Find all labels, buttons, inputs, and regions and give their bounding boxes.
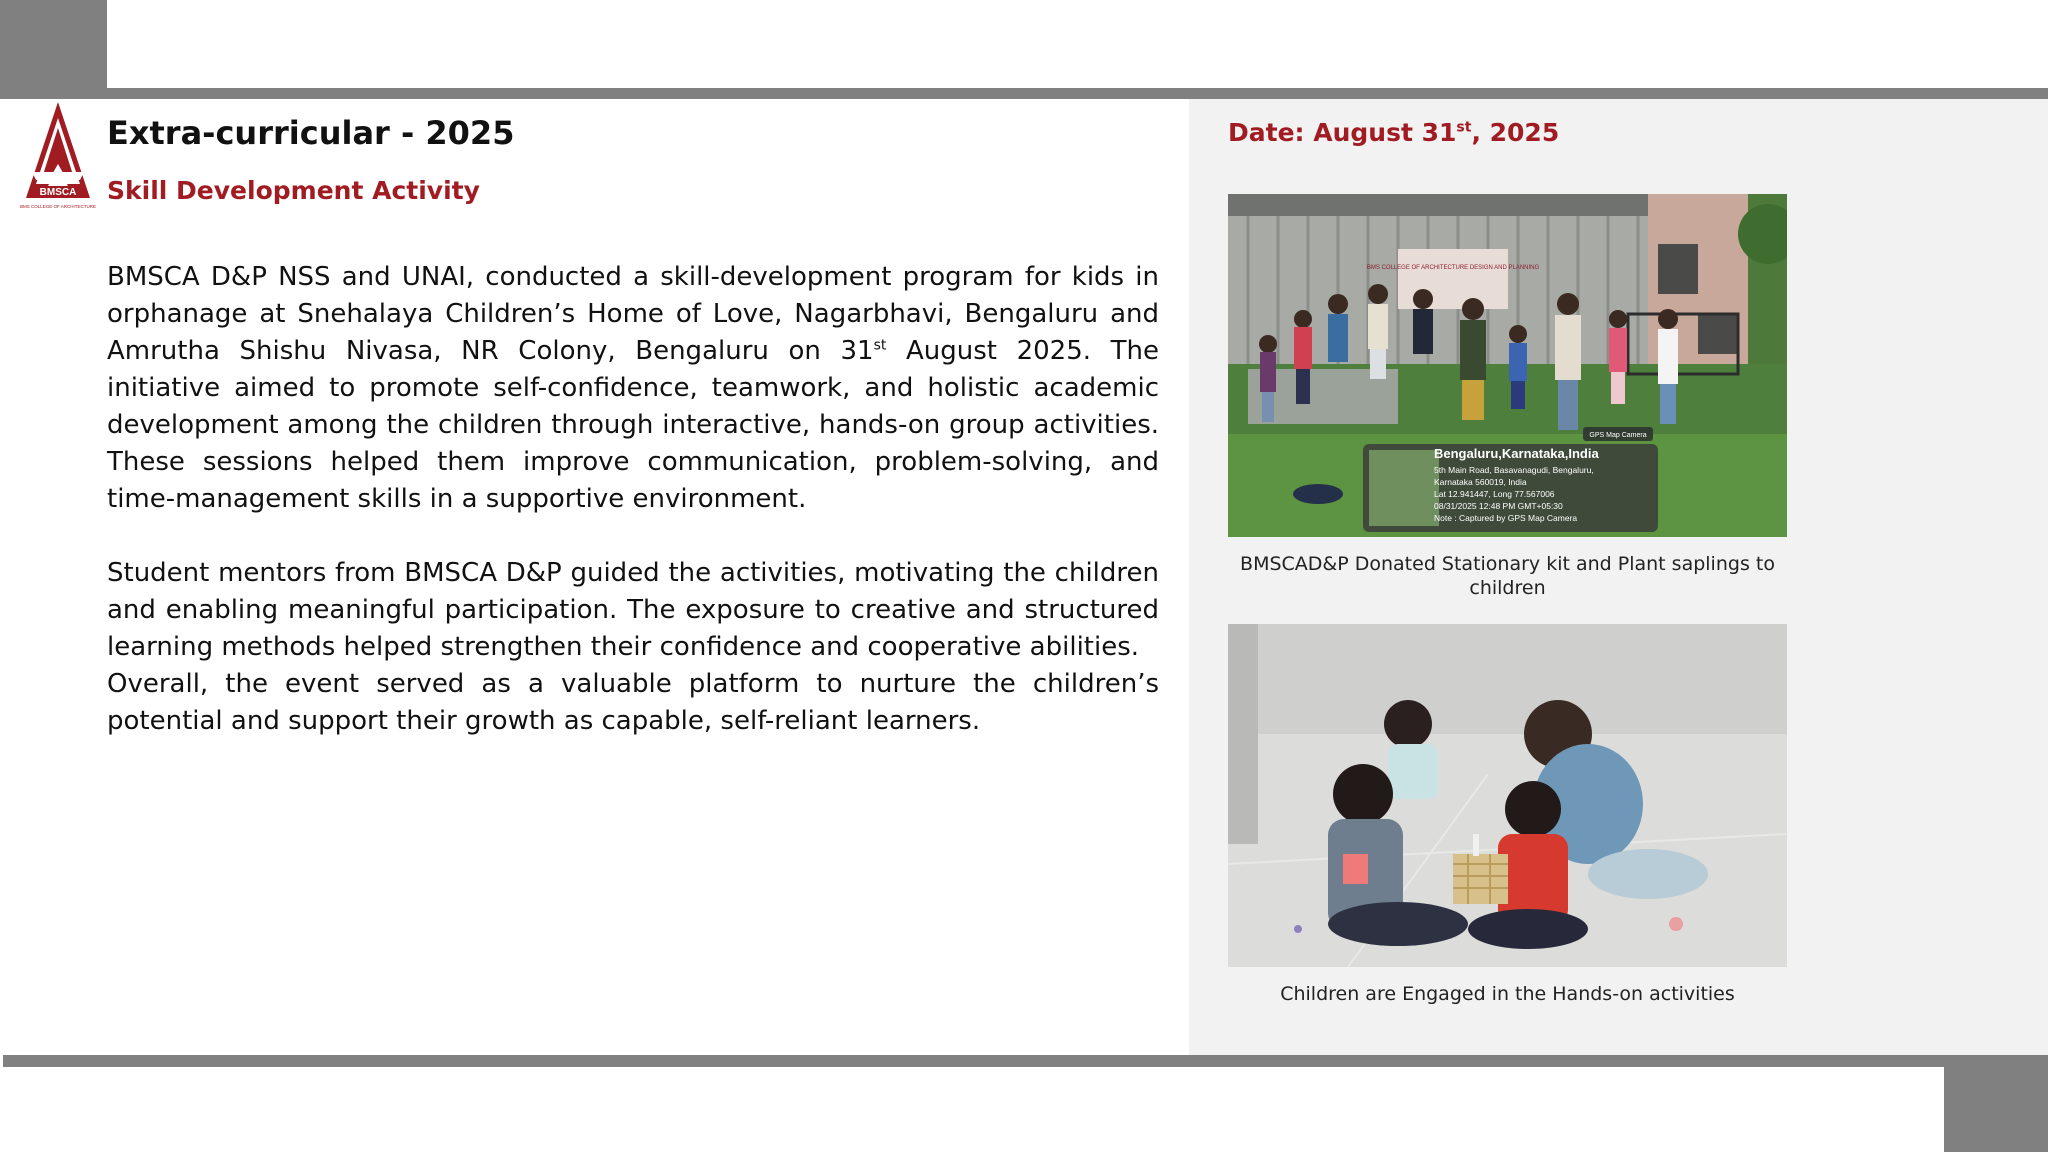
- gps-badge: GPS Map Camera: [1589, 432, 1647, 439]
- photo-activity-illustration: [1228, 624, 1787, 967]
- photo-banner-text: BMS COLLEGE OF ARCHITECTURE DESIGN AND PLANNING: [1366, 265, 1540, 271]
- paragraph-1-end: August 2025. The initiative aimed to promote self-confidence, teamwork, and holistic academic development among the children through interactive, hands-on group activities. These sessions helped them improve communication, problem-solving, and time-management skills in a supportive environment.: [107, 336, 1159, 514]
- gps-line-3: Lat 12.941447, Long 77.567006: [1434, 489, 1555, 499]
- date-suffix-sup: st: [1456, 119, 1472, 136]
- photo-activity-caption: Children are Engaged in the Hands-on activities: [1280, 983, 1735, 1005]
- photo-donation: [1228, 194, 1787, 537]
- photo-activity: [1228, 624, 1787, 967]
- report-body: [107, 259, 1159, 740]
- corner-block-bottom-right: [1944, 1067, 2048, 1152]
- date-prefix: Date: August 31: [1228, 118, 1457, 147]
- event-date: [1228, 118, 1559, 147]
- bmsca-logo: [20, 100, 96, 212]
- gps-line-2: Karnataka 560019, India: [1434, 477, 1527, 487]
- logo-abbr: BMSCA: [39, 187, 77, 198]
- paragraph-1-start: BMSCA D&P NSS and UNAI, conducted a skill-development program for kids in orphanage at Snehalaya Children’s Home of Love, Nagarbhavi, Bengaluru and Amrutha Shishu Nivasa, NR Colony, Bengaluru on 31: [107, 262, 1159, 366]
- footer-divider-bar: [3, 1055, 2048, 1067]
- logo-full-name: BMS COLLEGE OF ARCHITECTURE: [20, 204, 96, 209]
- paragraph-1: [107, 259, 1159, 518]
- paragraph-2: Student mentors from BMSCA D&P guided the activities, motivating the children and enabling meaningful participation. The exposure to creative and structured learning methods helped strengthen their confidence and cooperative abilities.: [107, 558, 1159, 662]
- paragraph-3: Overall, the event served as a valuable platform to nurture the children’s potential and support their growth as capable, self-reliant learners.: [107, 669, 1159, 736]
- gps-location-title: Bengaluru,Karnataka,India: [1434, 446, 1599, 461]
- page-subtitle: Skill Development Activity: [107, 176, 480, 205]
- gps-line-4: 08/31/2025 12:48 PM GMT+05:30: [1434, 501, 1563, 511]
- date-year: , 2025: [1471, 118, 1560, 147]
- paragraph-1-sup: st: [873, 337, 887, 354]
- page-title: Extra-curricular - 2025: [107, 114, 515, 152]
- photo-donation-illustration: [1228, 194, 1787, 537]
- gps-line-1: 5th Main Road, Basavanagudi, Bengaluru,: [1434, 465, 1594, 475]
- gps-line-5: Note : Captured by GPS Map Camera: [1434, 513, 1578, 523]
- photo-donation-caption: BMSCAD&P Donated Stationary kit and Plant saplings to children: [1240, 553, 1775, 599]
- corner-block-top-left: [0, 0, 107, 90]
- header-divider-bar: [0, 88, 2048, 99]
